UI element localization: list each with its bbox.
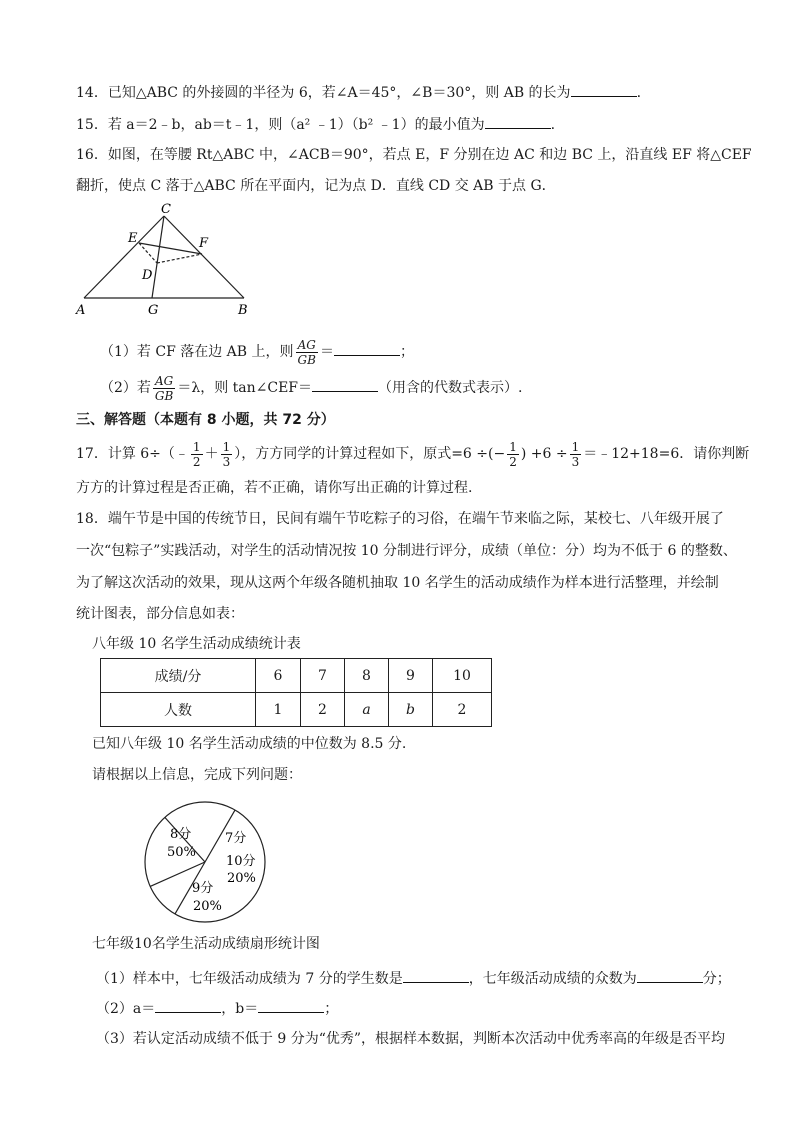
label-D: D — [142, 268, 153, 283]
table-cell: 人数 — [101, 693, 256, 727]
q14-number: 14． — [76, 85, 108, 101]
q18-part1-text-b: ，七年级活动成绩的众数为 — [468, 971, 637, 987]
pie-label-8: 8分 — [170, 827, 192, 842]
edge-CA — [84, 216, 164, 298]
table-row — [101, 693, 492, 727]
q16-part1-frac-num: AG — [296, 338, 318, 353]
q17-plus: ＋ — [204, 446, 219, 462]
label-C: C — [161, 202, 171, 217]
table-header-cell: 10 — [433, 659, 492, 693]
q18-part1-blank-1[interactable] — [403, 968, 469, 983]
q18-part1 — [96, 968, 794, 989]
q17-number: 17． — [76, 446, 108, 462]
q15-number: 15． — [76, 117, 108, 133]
q17-frac-1-den: 2 — [192, 454, 201, 469]
question-18-line4: 统计图表，部分信息如表： — [76, 606, 244, 622]
q18-part3: （3）若认定活动成绩不低于 9 分为“优秀”，根据样本数据，判断本次活动中优秀率高的年级是否平均 — [96, 1031, 726, 1047]
pie-chart-caption: 七年级10名学生活动成绩扇形统计图 — [92, 936, 320, 952]
q17-mid2: ) +6 ÷ — [520, 446, 568, 462]
q15-text: 若 a＝2﹣b，ab＝t﹣1，则（a² ﹣1）（b² ﹣1）的最小值为 — [107, 117, 485, 133]
table-cell: 2 — [301, 693, 345, 727]
q14-end: . — [636, 85, 642, 101]
q17-frac-4 — [570, 440, 582, 469]
q17-tail: ＝﹣12+18=6．请你判断 — [583, 446, 750, 462]
question-18-line1 — [76, 509, 776, 529]
q17-frac-3-num: 1 — [509, 439, 517, 454]
q16-part1-answer-blank[interactable] — [334, 341, 400, 356]
q16-text-line1: 如图，在等腰 Rt△ABC 中，∠ACB＝90°，若点 E，F 分别在边 AC 和边 BC 上，沿直线 EF 将△CEF — [107, 147, 752, 163]
label-A: A — [76, 303, 86, 318]
pie-label-10: 10分 — [226, 854, 256, 869]
q18-part2-blank-b[interactable] — [258, 998, 324, 1013]
instruction-text: 请根据以上信息，完成下列问题： — [92, 767, 302, 783]
q16-part2-frac-den: GB — [154, 388, 174, 403]
table-header-row — [101, 659, 492, 693]
q17-frac-4-den: 3 — [571, 454, 580, 469]
line-CG — [152, 216, 164, 298]
question-15 — [76, 114, 776, 135]
question-17-line1 — [76, 436, 776, 472]
q16-number: 16． — [76, 147, 108, 163]
q17-frac-2-num: 1 — [222, 439, 231, 454]
pie-label-9: 9分 — [192, 881, 214, 896]
q16-part2-fraction — [153, 374, 175, 403]
label-E: E — [128, 231, 138, 246]
q14-answer-blank[interactable] — [571, 82, 637, 97]
q16-part1-eq: ＝ — [319, 344, 334, 360]
question-18-line3: 为了解这次活动的效果，现从这两个年级各随机抽取 10 名学生的活动成绩作为样本进行活整理，并绘制 — [76, 575, 719, 591]
pie-pct-10: 20% — [227, 871, 256, 886]
q16-part2-mid: ＝λ，则 tan∠CEF＝ — [177, 380, 313, 396]
q17-frac-4-num: 1 — [571, 439, 580, 454]
grade8-score-table — [100, 658, 492, 727]
q15-answer-blank[interactable] — [485, 114, 551, 129]
q17-mid: ），方方同学的计算过程如下，原式=6 ÷(− — [234, 446, 506, 462]
table-header-cell: 8 — [345, 659, 389, 693]
q16-part2 — [100, 372, 794, 404]
q18-part1-blank-2[interactable] — [637, 968, 703, 983]
q18-part2 — [96, 998, 794, 1019]
question-14 — [76, 82, 776, 103]
table-cell: a — [345, 693, 389, 727]
q16-text-line2: 翻折，使点 C 落于△ABC 所在平面内，记为点 D．直线 CD 交 AB 于点 G． — [76, 178, 556, 194]
q15-end: . — [550, 117, 556, 133]
q17-frac-1-num: 1 — [192, 439, 201, 454]
q18-part1-text-a: （1）样本中，七年级活动成绩为 7 分的学生数是 — [96, 971, 403, 987]
q17-prefix: 计算 6÷（﹣ — [107, 446, 189, 462]
q17-frac-1 — [191, 440, 203, 469]
label-G: G — [148, 303, 159, 318]
table-cell: b — [389, 693, 433, 727]
q16-part2-answer-blank[interactable] — [312, 377, 378, 392]
q18-text-line1: 端午节是中国的传统节日，民间有端午节吃粽子的习俗，在端午节来临之际，某校七、八年级开展了 — [107, 511, 724, 527]
q16-part2-prefix: （2）若 — [100, 380, 151, 396]
q17-frac-3-den: 2 — [509, 454, 517, 469]
q17-frac-3 — [507, 440, 519, 469]
q18-number: 18． — [76, 511, 108, 527]
q16-part1-fraction — [296, 338, 318, 367]
section-3-heading: 三、解答题（本题有 8 小题，共 72 分） — [76, 412, 335, 428]
pie-pct-9: 20% — [193, 899, 222, 914]
q16-part1-end: ； — [399, 344, 414, 360]
table-cell: 2 — [433, 693, 492, 727]
q17-frac-2-den: 3 — [222, 454, 231, 469]
question-17-line2: 方方的计算过程是否正确，若不正确，请你写出正确的计算过程. — [76, 480, 473, 496]
edge-CB — [164, 216, 244, 298]
question-16-line1 — [76, 145, 776, 165]
question-16-line2 — [76, 176, 776, 196]
label-F: F — [199, 236, 209, 251]
q18-part2-blank-a[interactable] — [155, 998, 221, 1013]
q16-part1-frac-den: GB — [297, 352, 316, 367]
dashed-DF — [157, 254, 202, 263]
table-header-cell: 7 — [301, 659, 345, 693]
q14-text: 已知△ABC 的外接圆的半径为 6，若∠A＝45°，∠B＝30°，则 AB 的长为 — [107, 85, 571, 101]
q18-part1-text-c: 分； — [702, 971, 731, 987]
grade7-pie-chart — [140, 800, 270, 925]
q18-part2-text-c: ； — [324, 1001, 339, 1017]
pie-label-7: 7分 — [225, 831, 247, 846]
pie-pct-8: 50% — [167, 845, 196, 860]
q16-part1 — [100, 336, 794, 368]
q16-part1-prefix: （1）若 CF 落在边 AB 上，则 — [100, 344, 294, 360]
q18-part2-text-a: （2）a＝ — [96, 1001, 156, 1017]
table-cell: 1 — [256, 693, 301, 727]
label-B: B — [238, 303, 248, 318]
table-title: 八年级 10 名学生活动成绩统计表 — [92, 636, 301, 652]
table-header-cell: 成绩/分 — [101, 659, 256, 693]
q18-part2-text-b: ，b＝ — [221, 1001, 259, 1017]
q16-part2-frac-num: AG — [153, 374, 175, 389]
median-note: 已知八年级 10 名学生活动成绩的中位数为 8.5 分. — [92, 736, 407, 752]
triangle-figure — [72, 200, 272, 318]
table-header-cell: 6 — [256, 659, 301, 693]
q17-frac-2 — [221, 440, 233, 469]
table-header-cell: 9 — [389, 659, 433, 693]
q16-part2-end: （用含的代数式表示）. — [378, 380, 523, 396]
question-18-line2: 一次“包粽子”实践活动，对学生的活动情况按 10 分制进行评分，成绩（单位：分）均为不低于 6 的整数、 — [76, 543, 737, 559]
